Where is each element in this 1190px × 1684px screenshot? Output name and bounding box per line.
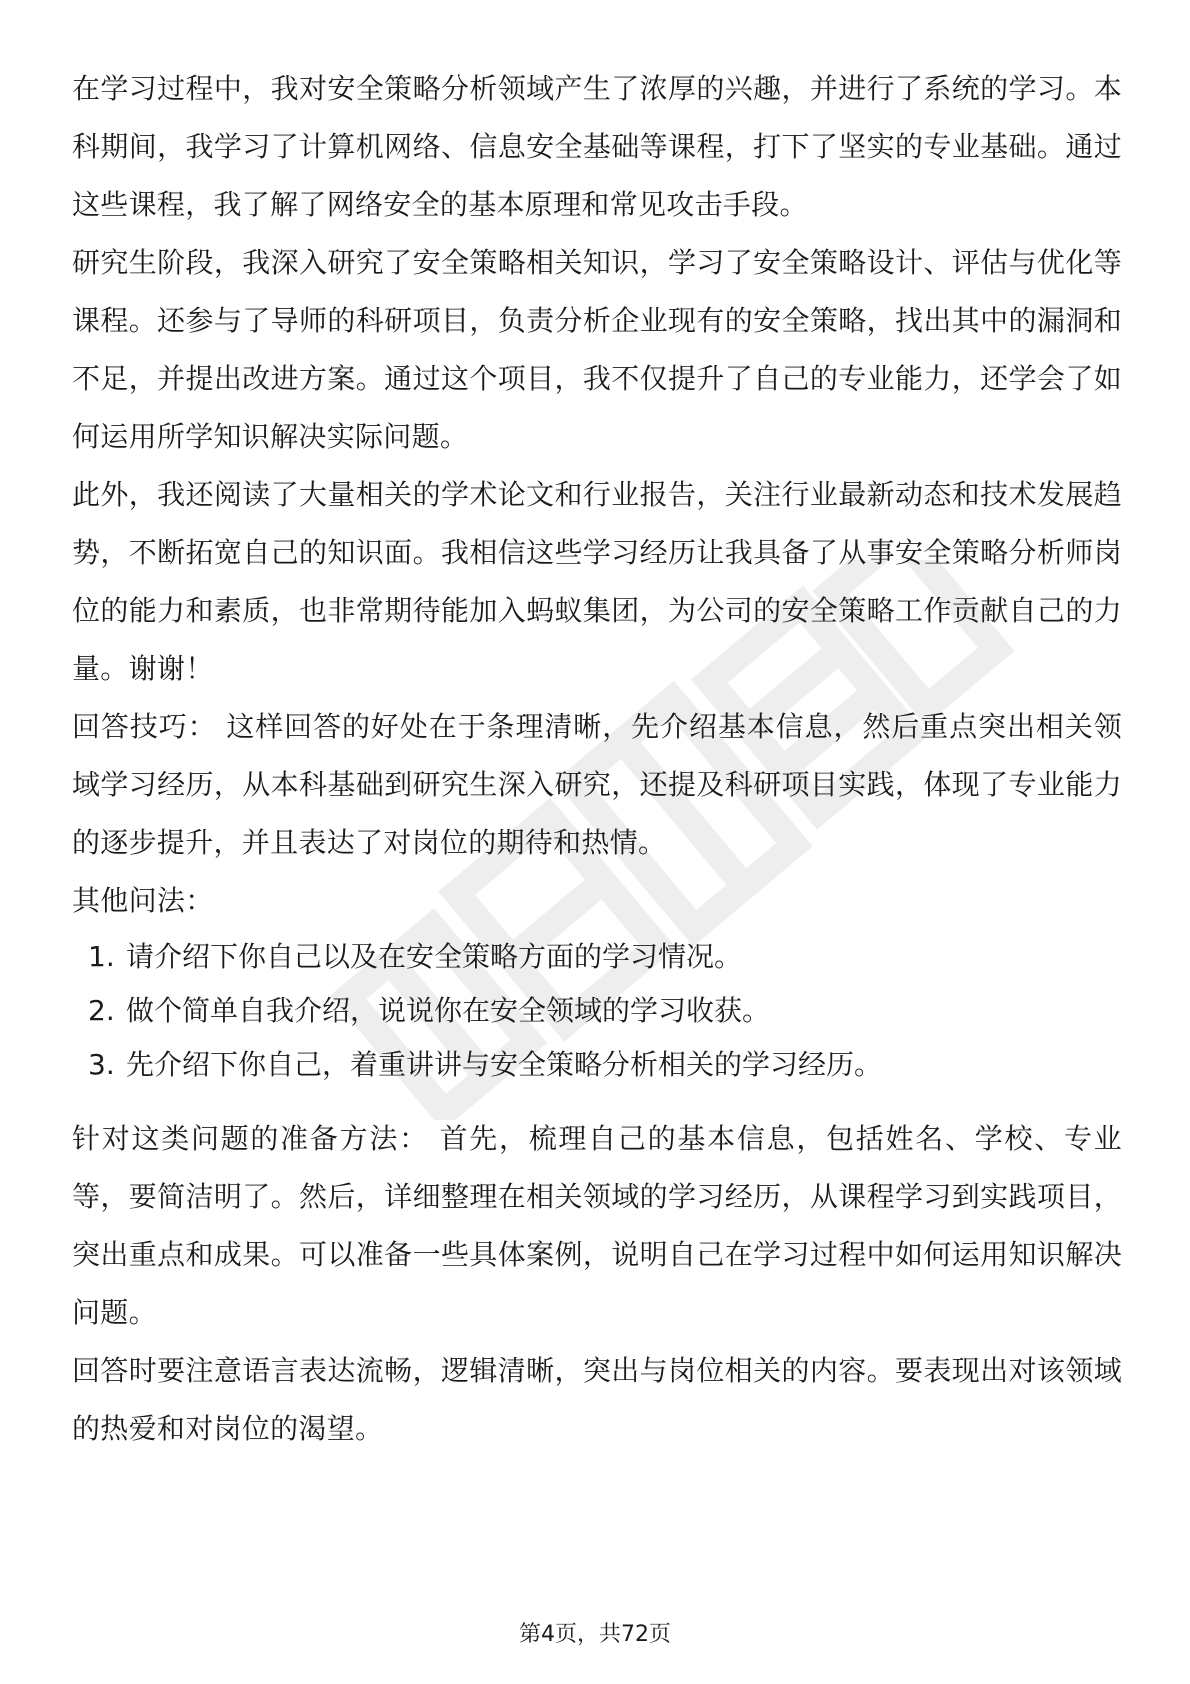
list-item (72, 930, 1122, 984)
alternative-questions-list (72, 930, 1122, 1092)
page-indicator: 第4页，共72页 (519, 1622, 671, 1647)
list-item-text: 请介绍下你自己以及在安全策略方面的学习情况。 (126, 940, 743, 973)
list-item-text: 做个简单自我介绍，说说你在安全领域的学习收获。 (126, 994, 771, 1027)
paragraph-answer-notes: 回答时要注意语言表达流畅，逻辑清晰，突出与岗位相关的内容。要表现出对该领域的热爱和对岗位的渴望。 (72, 1354, 1122, 1445)
list-item (72, 984, 1122, 1038)
paragraph-graduate-study: 研究生阶段，我深入研究了安全策略相关知识，学习了安全策略设计、评估与优化等课程。还参与了导师的科研项目，负责分析企业现有的安全策略，找出其中的漏洞和不足，并提出改进方案。通过这个项目，我不仅提升了自己的专业能力，还学会了如何运用所学知识解决实际问题。 (72, 246, 1122, 453)
list-item (72, 1038, 1122, 1092)
heading-other-questions: 其他问法： (72, 884, 214, 917)
document-body (72, 60, 1122, 1458)
paragraph-preparation-method: 针对这类问题的准备方法： 首先，梳理自己的基本信息，包括姓名、学校、专业等，要简洁明了。然后，详细整理在相关领域的学习经历，从课程学习到实践项目，突出重点和成果。可以准备一些具体案例，说明自己在学习过程中如何运用知识解决问题。 (72, 1122, 1122, 1329)
list-item-text: 先介绍下你自己，着重讲讲与安全策略分析相关的学习经历。 (126, 1048, 883, 1081)
list-number: 1. (88, 940, 115, 973)
paragraph-learning-process: 在学习过程中，我对安全策略分析领域产生了浓厚的兴趣，并进行了系统的学习。本科期间，我学习了计算机网络、信息安全基础等课程，打下了坚实的专业基础。通过这些课程，我了解了网络安全的基本原理和常见攻击手段。 (72, 72, 1122, 221)
paragraph-answer-tips: 回答技巧： 这样回答的好处在于条理清晰，先介绍基本信息，然后重点突出相关领域学习经历，从本科基础到研究生深入研究，还提及科研项目实践，体现了专业能力的逐步提升，并且表达了对岗位的期待和热情。 (72, 710, 1122, 859)
list-number: 2. (88, 994, 115, 1027)
paragraph-additional-reading: 此外，我还阅读了大量相关的学术论文和行业报告，关注行业最新动态和技术发展趋势，不断拓宽自己的知识面。我相信这些学习经历让我具备了从事安全策略分析师岗位的能力和素质，也非常期待能加入蚂蚁集团，为公司的安全策略工作贡献自己的力量。谢谢！ (72, 478, 1122, 685)
list-number: 3. (88, 1048, 115, 1081)
